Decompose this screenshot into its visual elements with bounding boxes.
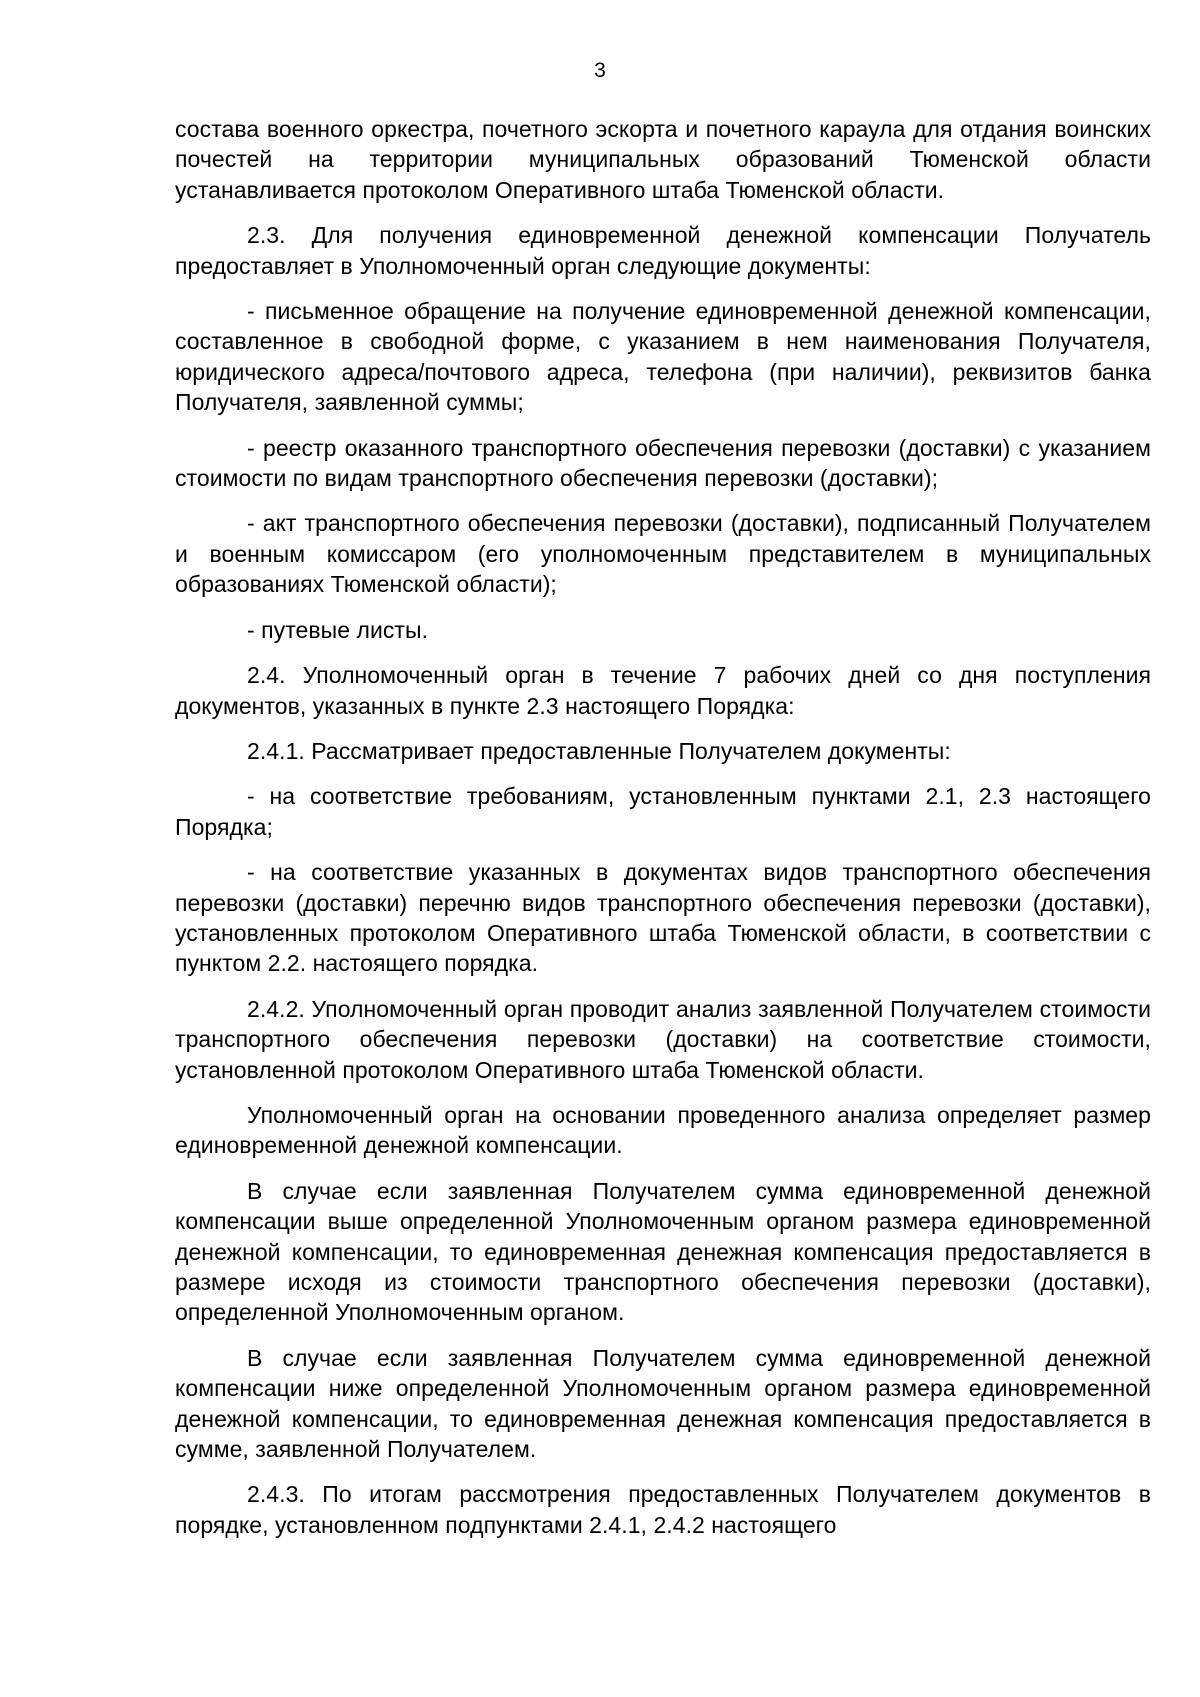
paragraph-case-higher: В случае если заявленная Получателем сумма единовременной денежной компенсации выше определенной Уполномоченным органом размера единовременной денежной компенсации, то единовременная денежная компенсация предоставляется в размере исходя из стоимости транспортного обеспечения перевозки (доставки), определенной Уполномоченным органом. <box>175 1177 1151 1326</box>
list-item-requirements: - на соответствие требованиям, установленным пунктами 2.1, 2.3 настоящего Порядка; <box>175 783 1151 840</box>
list-item-act: - акт транспортного обеспечения перевозки (доставки), подписанный Получателем и военным комиссаром (его уполномоченным представителем в муниципальных образованиях Тюменской области); <box>175 510 1151 598</box>
paragraph-case-lower: В случае если заявленная Получателем сумма единовременной денежной компенсации ниже определенной Уполномоченным органом размера единовременной денежной компенсации, то единовременная денежная компенсация предоставляется в сумме, заявленной Получателем. <box>175 1344 1151 1463</box>
paragraph-orchestra-continuation: состава военного оркестра, почетного эскорта и почетного караула для отдания воинских почестей на территории муниципальных образований Тюменской области устанавливается протоколом Оперативного штаба Тюменской области. <box>175 116 1151 203</box>
list-item-transport-types: - на соответствие указанных в документах видов транспортного обеспечения перевозки (доставки) перечню видов транспортного обеспечения перевозки (доставки), установленных протоколом Оперативного штаба Тюменской области, в соответствии с пунктом 2.2. настоящего порядка. <box>175 859 1151 977</box>
paragraph-2-4-2: 2.4.2. Уполномоченный орган проводит анализ заявленной Получателем стоимости транспортного обеспечения перевозки (доставки) на соответствие стоимости, установленной протоколом Оперативного штаба Тюменской области. <box>175 995 1151 1083</box>
paragraph-2-3: 2.3. Для получения единовременной денежной компенсации Получатель предоставляет в Уполномоченный орган следующие документы: <box>175 222 1151 279</box>
paragraph-compensation-size: Уполномоченный орган на основании проведенного анализа определяет размер единовременной денежной компенсации. <box>175 1101 1151 1159</box>
paragraph-2-4-3: 2.4.3. По итогам рассмотрения предоставленных Получателем документов в порядке, установленном подпунктами 2.4.1, 2.4.2 настоящего <box>175 1481 1151 1538</box>
list-item-waybills: - путевые листы. <box>247 616 429 643</box>
page-number: 3 <box>594 59 606 82</box>
paragraph-2-4: 2.4. Уполномоченный орган в течение 7 рабочих дней со дня поступления документов, указанных в пункте 2.3 настоящего Порядка: <box>175 662 1151 719</box>
list-item-registry: - реестр оказанного транспортного обеспечения перевозки (доставки) с указанием стоимости по видам транспортного обеспечения перевозки (доставки); <box>175 434 1151 492</box>
list-item-written-request: - письменное обращение на получение единовременной денежной компенсации, составленное в свободной форме, с указанием в нем наименования Получателя, юридического адреса/почтового адреса, телефона (при наличии), реквизитов банка Получателя, заявленной суммы; <box>175 298 1151 416</box>
document-body <box>175 114 1151 1540</box>
paragraph-2-4-1: 2.4.1. Рассматривает предоставленные Получателем документы: <box>247 737 951 764</box>
